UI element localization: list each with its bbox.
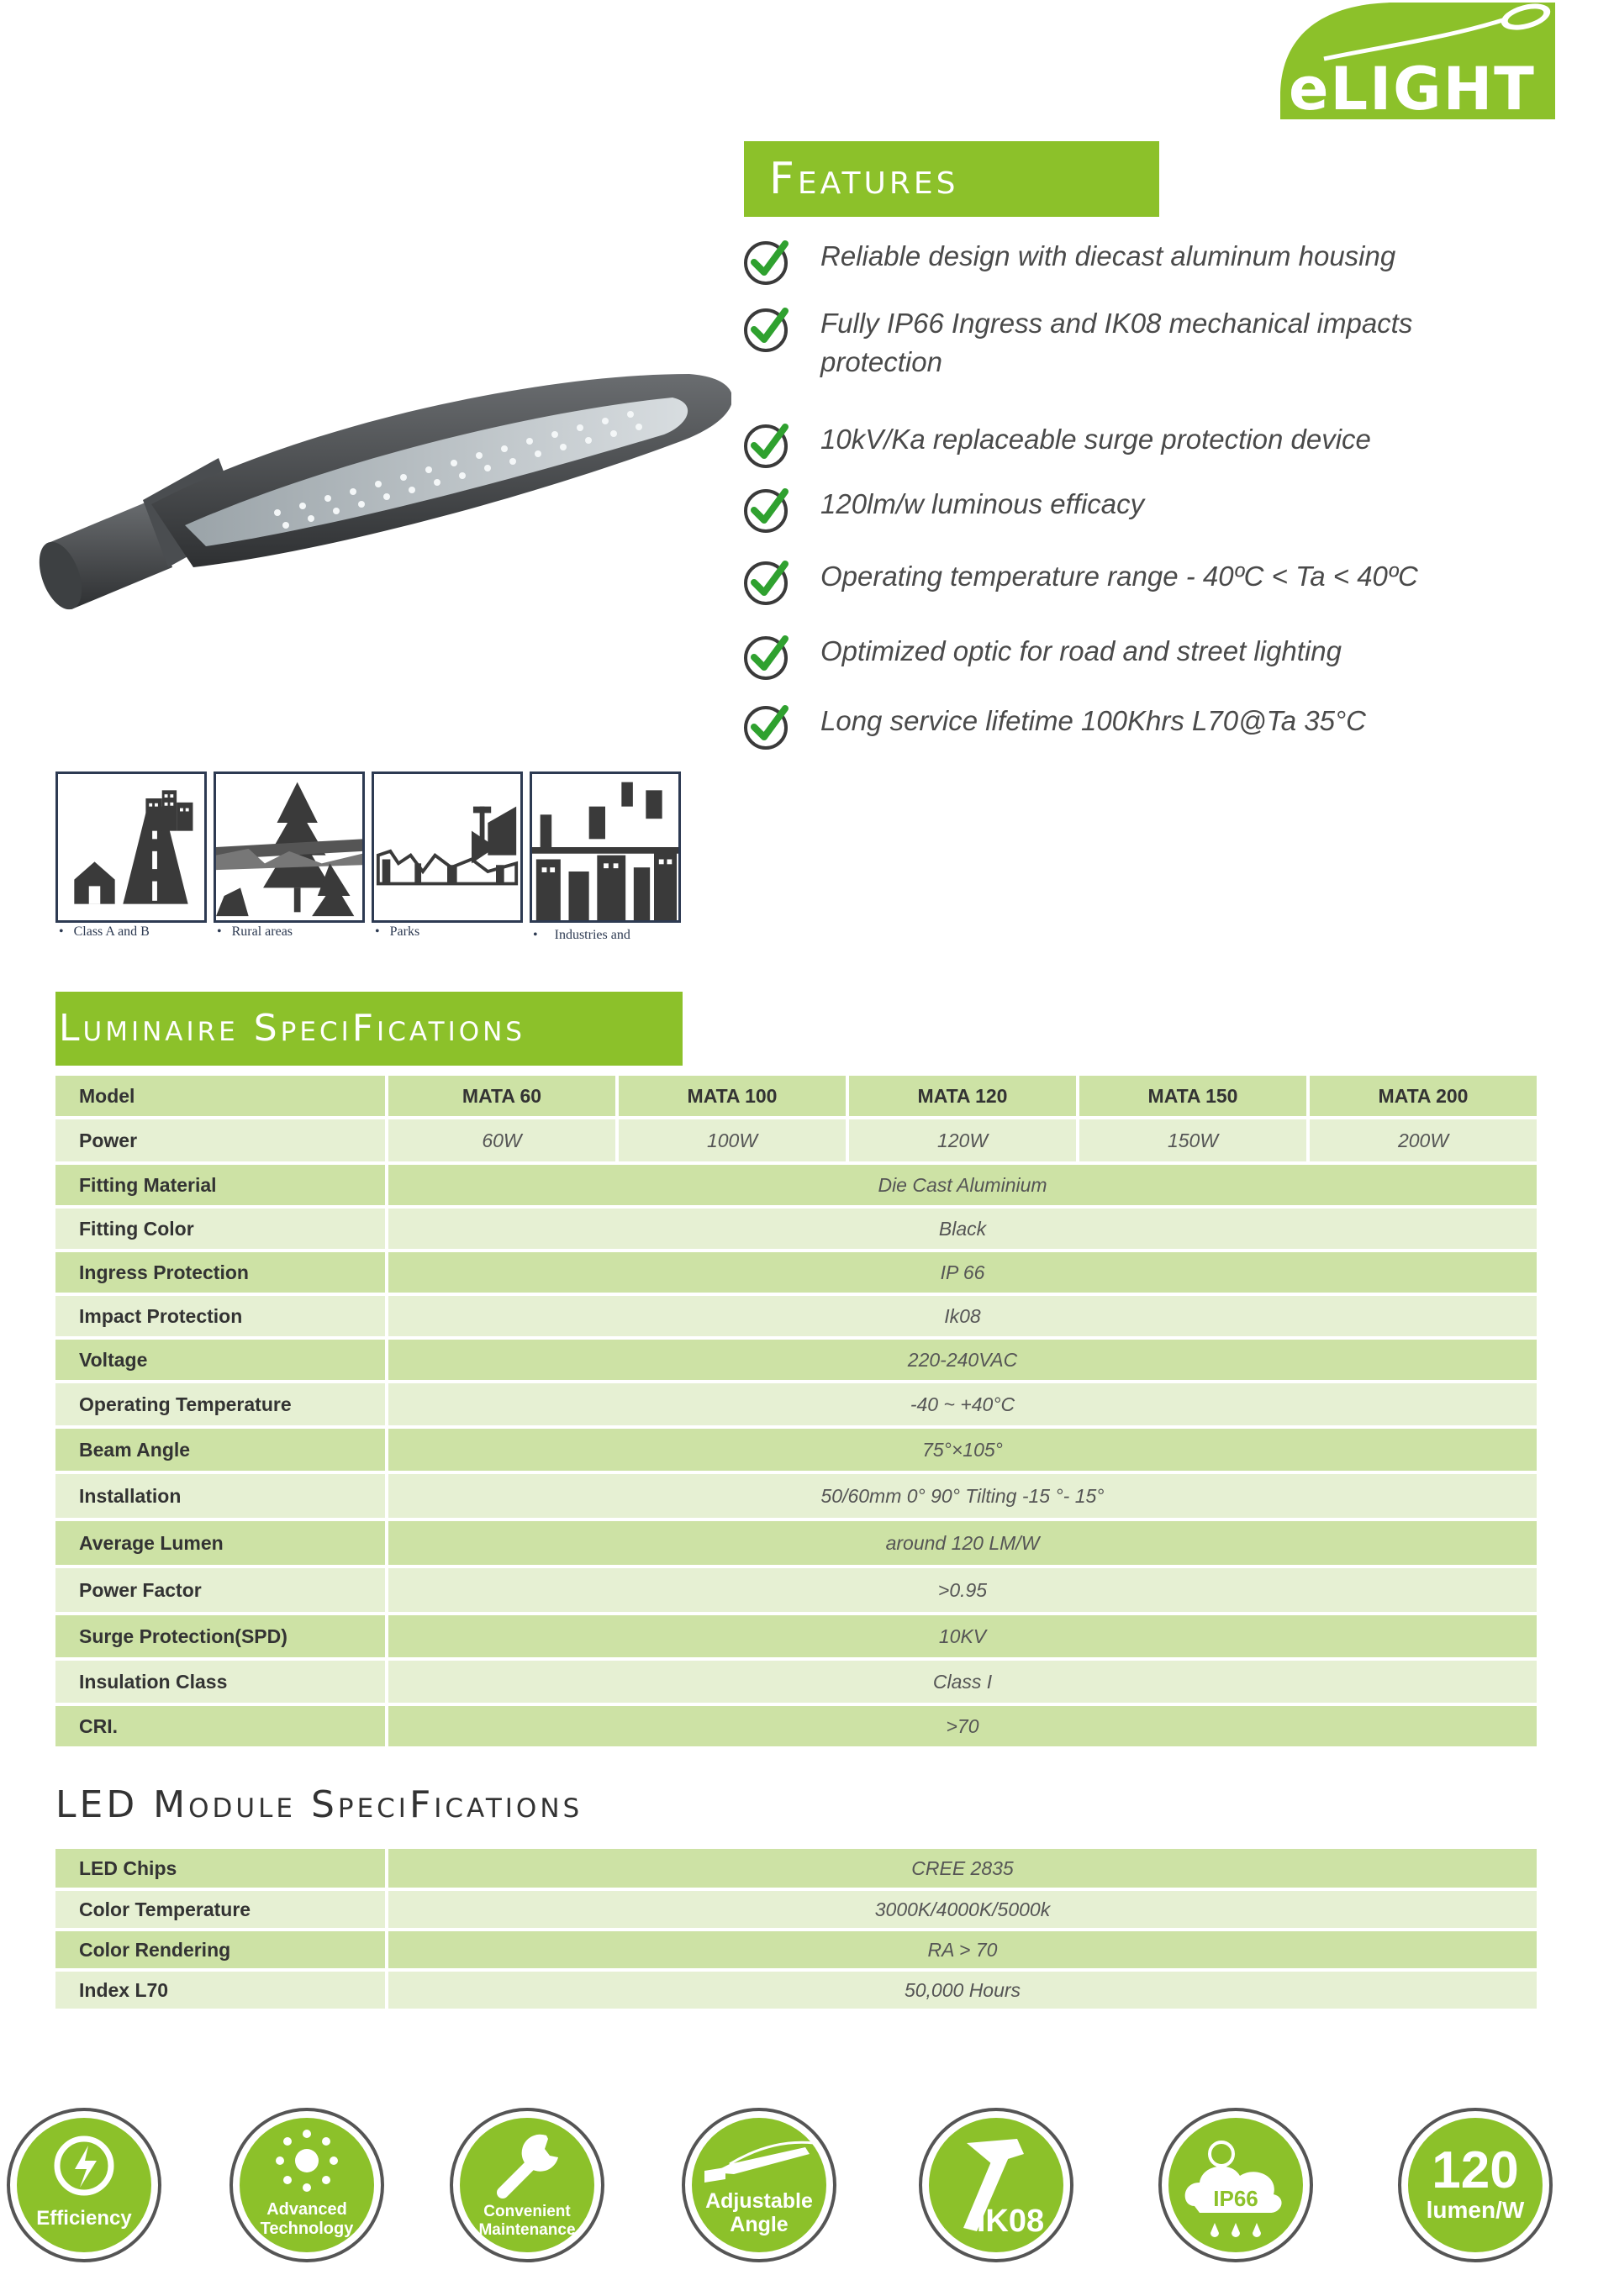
feature-text: Operating temperature range - 40ºC < Ta < 40ºC [820,561,1418,592]
efficiency-badge [4,2105,164,2265]
model-header-cell: MATA 150 [1079,1076,1310,1116]
lumen-badge-value: 120 [1432,2141,1519,2199]
led-module-specifications-title: LED Module SpeciFications [55,1783,583,1826]
feature-text: Fully IP66 Ingress and IK08 mechanical impacts protection [820,308,1413,377]
check-circle-icon [741,485,790,534]
advanced-badge-line1: Advanced [266,2200,347,2219]
spec-label: LED Chips [55,1849,388,1888]
power-label: Power [55,1119,388,1161]
spec-row [55,1849,1537,1888]
spec-value: CREE 2835 [911,1856,1014,1879]
feature-item [741,485,1459,534]
spec-value: 10KV [938,1625,987,1647]
advanced-technology-badge [227,2105,387,2265]
check-circle-icon [741,304,790,353]
model-header-row [55,1076,1537,1116]
application-road-icon [55,771,207,923]
check-circle-icon [741,237,790,286]
model-header-cell: MATA 120 [849,1076,1079,1116]
feature-text: 120lm/w luminous efficacy [820,488,1145,519]
spec-row [55,1429,1537,1471]
feature-text: Reliable design with diecast aluminum housing [820,240,1396,271]
spec-label: Voltage [55,1340,388,1380]
spec-value: 75°×105° [922,1438,1003,1461]
spec-value: Ik08 [944,1304,981,1327]
advanced-badge-line2: Technology [260,2220,354,2238]
application-label: • Class A and B [59,924,150,939]
application-rural-icon [214,771,365,923]
spec-label: Color Temperature [55,1891,388,1928]
spec-row [55,1972,1537,2009]
application-industries-icon [530,771,681,923]
feature-text: Optimized optic for road and street lighting [820,635,1342,666]
spec-value: >0.95 [937,1578,988,1601]
application-label-text: Class A and B [73,924,150,939]
spec-row [55,1706,1537,1746]
feature-item [741,304,1459,382]
spec-label: Beam Angle [55,1429,388,1471]
luminaire-specifications-title: Luminaire SpeciFications [55,992,683,1066]
ik08-badge [916,2105,1076,2265]
lumen-badge-unit: lumen/W [1426,2197,1525,2223]
feature-item [741,632,1459,681]
elight-logo [1274,0,1559,122]
adjustable-badge-line1: Adjustable [705,2189,813,2213]
spec-row [55,1209,1537,1249]
spec-value: 50,000 Hours [904,1978,1021,2001]
spec-row [55,1891,1537,1928]
spec-row [55,1661,1537,1703]
spec-value: 3000K/4000K/5000k [874,1898,1051,1920]
spec-row [55,1474,1537,1518]
model-label: Model [55,1076,388,1116]
spec-value: Black [938,1217,987,1240]
spec-row [55,1165,1537,1205]
lumen-badge [1395,2105,1555,2265]
spec-value: Class I [932,1670,993,1693]
spec-value: 220-240VAC [907,1348,1018,1371]
ip66-badge-text: IP66 [1213,2186,1258,2211]
feature-text: Long service lifetime 100Khrs L70@Ta 35°C [820,705,1366,736]
check-circle-icon [741,420,790,469]
power-cell: 150W [1079,1119,1310,1161]
spec-label: Fitting Material [55,1165,388,1205]
spec-row [55,1340,1537,1380]
spec-label: Installation [55,1474,388,1518]
application-parks-icon [372,771,523,923]
spec-value: IP 66 [940,1261,985,1283]
check-circle-icon [741,632,790,681]
spec-label: Fitting Color [55,1209,388,1249]
spec-label: Index L70 [55,1972,388,2009]
ik08-badge-text: IK08 [976,2204,1045,2239]
feature-item [741,420,1459,469]
spec-row [55,1521,1537,1565]
check-circle-icon [741,702,790,750]
model-header-cell: MATA 100 [619,1076,849,1116]
spec-label: Power Factor [55,1568,388,1612]
feature-item [741,557,1459,606]
spec-label: Operating Temperature [55,1383,388,1425]
spec-label: Average Lumen [55,1521,388,1565]
model-header-cell: MATA 60 [388,1076,619,1116]
spec-row [55,1296,1537,1336]
spec-value: >70 [946,1714,979,1737]
adjustable-angle-badge [679,2105,839,2265]
application-label: • Industries and [533,928,630,942]
spec-row [55,1931,1537,1968]
maintenance-badge-line1: Convenient [483,2203,571,2220]
spec-value: around 120 LM/W [885,1531,1040,1554]
spec-value: RA > 70 [927,1938,998,1961]
feature-text: 10kV/Ka replaceable surge protection device [820,424,1371,455]
spec-label: CRI. [55,1706,388,1746]
check-circle-icon [741,557,790,606]
application-label-text: Rural areas [231,924,293,939]
spec-label: Ingress Protection [55,1252,388,1293]
application-label: • Parks [375,924,420,939]
model-header-cell: MATA 200 [1378,1084,1469,1107]
power-cell: 100W [619,1119,849,1161]
spec-row [55,1252,1537,1293]
power-cell: 200W [1397,1129,1449,1151]
maintenance-badge-line2: Maintenance [478,2221,576,2239]
spec-value: 50/60mm 0° 90° Tilting -15 °- 15° [820,1484,1105,1507]
convenient-maintenance-badge [447,2105,607,2265]
spec-value: -40 ~ +40°C [910,1393,1015,1415]
power-row [55,1119,1537,1161]
application-label-text: Parks [389,924,420,939]
power-cell: 60W [388,1119,619,1161]
application-label-text: Industries and [554,928,630,942]
street-light-product-image [25,357,731,635]
features-title: Features [744,141,1159,217]
brand-logo-text: eLIGHT [1289,55,1536,122]
application-label: • Rural areas [217,924,293,939]
feature-item [741,237,1459,286]
spec-row [55,1568,1537,1612]
spec-value: Die Cast Aluminium [878,1173,1047,1196]
spec-row [55,1383,1537,1425]
efficiency-badge-text: Efficiency [36,2207,132,2230]
adjustable-badge-line2: Angle [730,2213,789,2236]
feature-item [741,702,1459,750]
power-cell: 120W [849,1119,1079,1161]
spec-label: Surge Protection(SPD) [55,1615,388,1657]
spec-label: Insulation Class [55,1661,388,1703]
spec-label: Color Rendering [55,1931,388,1968]
ip66-badge [1156,2105,1316,2265]
spec-row [55,1615,1537,1657]
spec-label: Impact Protection [55,1296,388,1336]
